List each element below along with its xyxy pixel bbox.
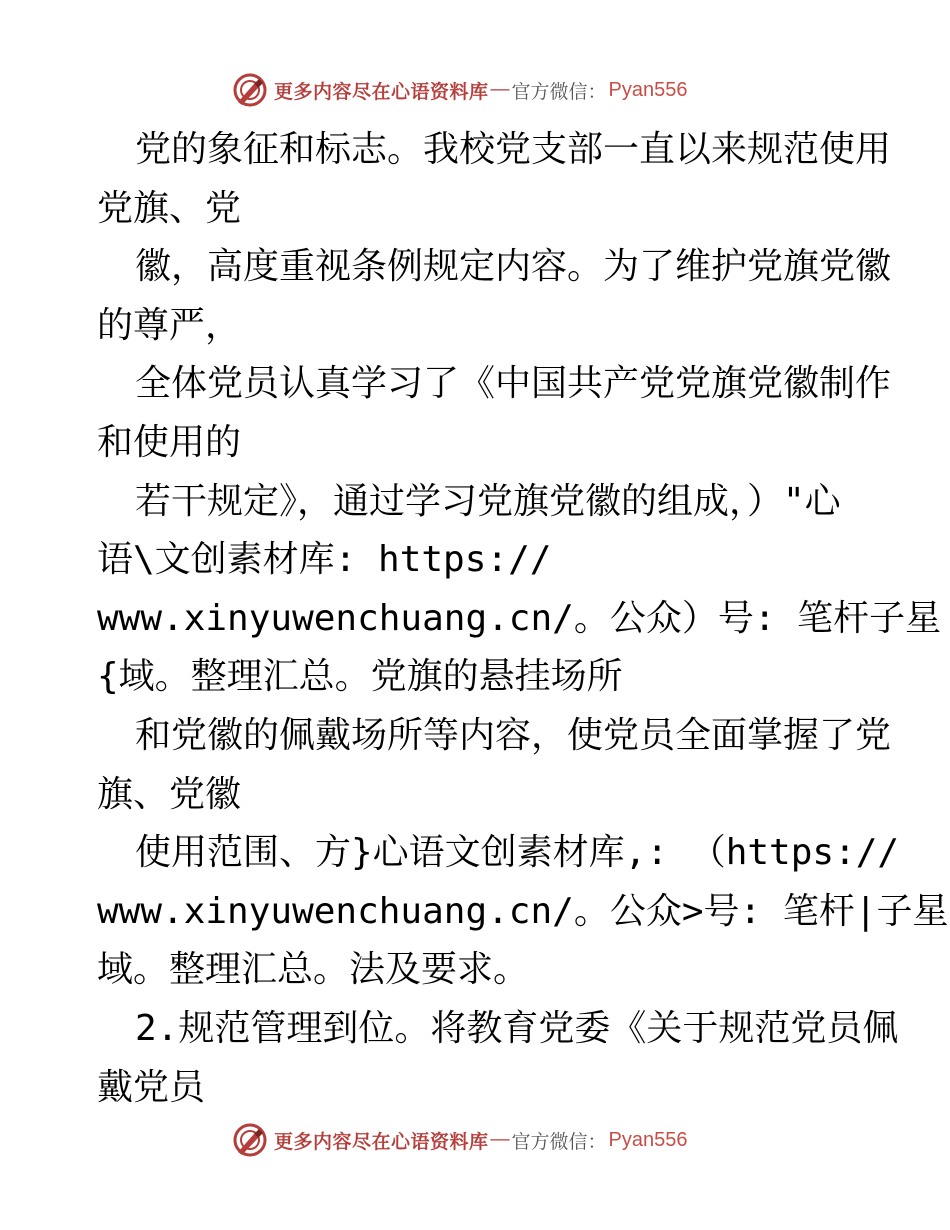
banner-wechat-label: 官方微信： bbox=[511, 80, 607, 103]
header-banner bbox=[232, 70, 752, 110]
text-line: www.xinyuwenchuang.cn/。公众）号: 笔杆子星 bbox=[97, 597, 942, 639]
text-line: {域。整理汇总。党旗的悬挂场所 bbox=[97, 656, 623, 698]
text-line: 的尊严， bbox=[97, 304, 242, 346]
text-line: www.xinyuwenchuang.cn/。公众>号: 笔杆|子星 bbox=[97, 890, 949, 932]
text-line: 党旗、党 bbox=[97, 187, 242, 229]
text-line: 使用范围、方}心语文创素材库,: （https:// bbox=[135, 832, 900, 874]
banner-main-text: 更多内容尽在心语资料库 bbox=[274, 80, 489, 103]
text-line: 旗、党徽 bbox=[97, 773, 242, 815]
banner-wechat-label: 官方微信： bbox=[511, 1130, 607, 1153]
text-line: 戴党员 bbox=[97, 1066, 206, 1108]
text-line: 若干规定》，通过学习党旗党徽的组成，）"心 bbox=[135, 480, 841, 522]
banner-separator: — bbox=[490, 1129, 510, 1150]
text-line: 和使用的 bbox=[97, 421, 242, 463]
text-line: 全体党员认真学习了《中国共产党党旗党徽制作 bbox=[135, 363, 892, 405]
pen-logo-icon bbox=[232, 72, 268, 108]
banner-separator: — bbox=[490, 79, 510, 100]
text-line: 和党徽的佩戴场所等内容，使党员全面掌握了党 bbox=[135, 714, 892, 756]
text-line: 域。整理汇总。法及要求。 bbox=[97, 949, 530, 991]
banner-wechat-id: Pyan556 bbox=[608, 78, 688, 101]
pen-logo-icon bbox=[232, 1122, 268, 1158]
banner-main-text: 更多内容尽在心语资料库 bbox=[274, 1130, 489, 1153]
banner-wechat-id: Pyan556 bbox=[608, 1128, 688, 1151]
text-line: 党的象征和标志。我校党支部一直以来规范使用 bbox=[135, 129, 892, 170]
text-line: 2.规范管理到位。将教育党委《关于规范党员佩 bbox=[135, 1007, 899, 1049]
text-line: 徽，高度重视条例规定内容。为了维护党旗党徽 bbox=[135, 246, 892, 288]
text-line: 语\文创素材库: https:// bbox=[97, 539, 552, 581]
footer-banner bbox=[232, 1120, 752, 1160]
document-body bbox=[97, 121, 949, 1117]
